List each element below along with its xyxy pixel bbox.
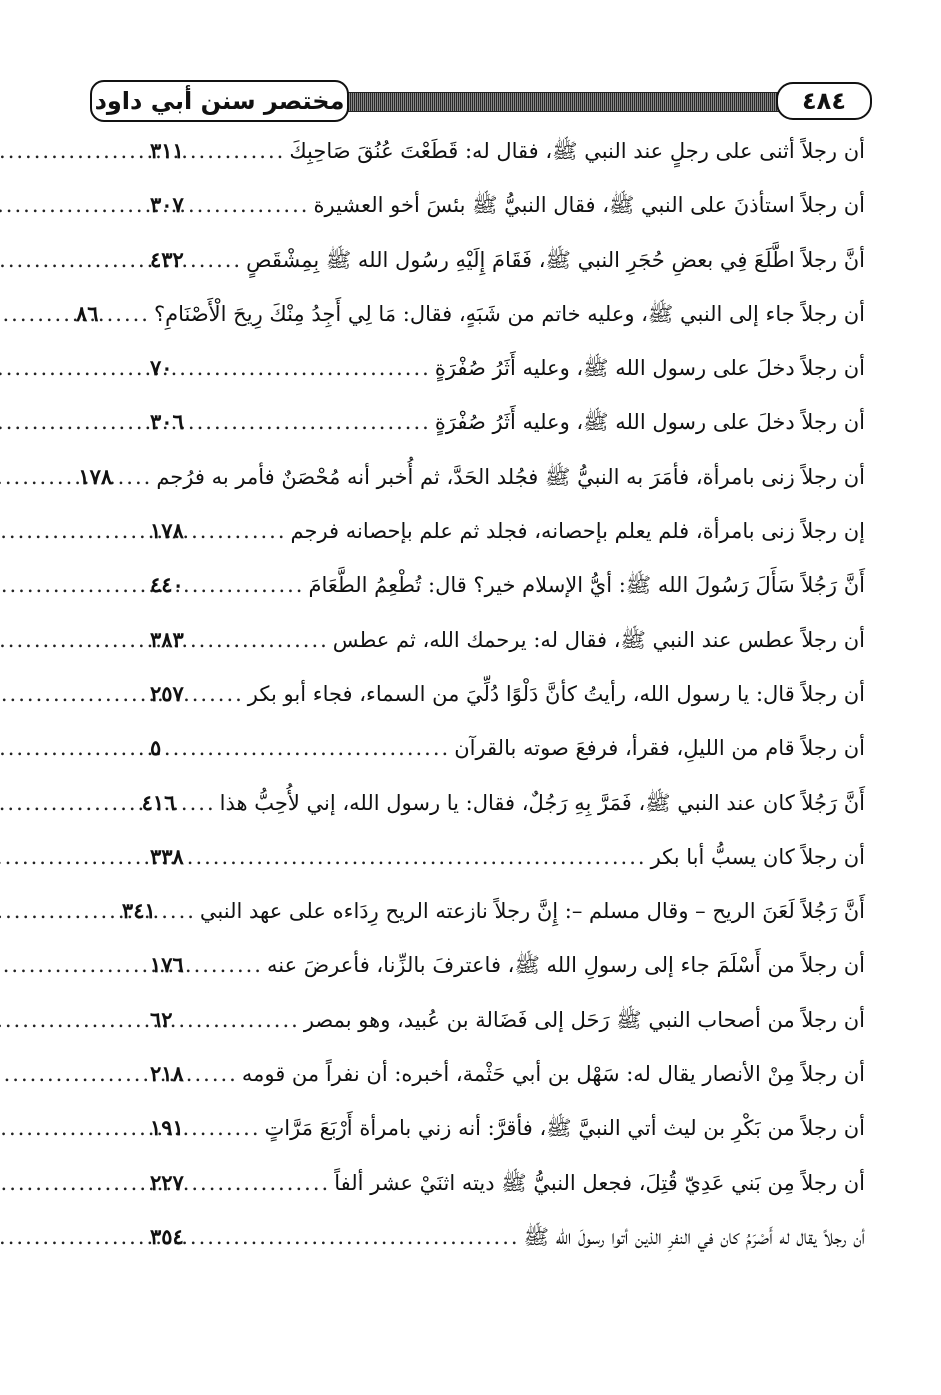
entry-page-number: ١٩١	[150, 1115, 184, 1141]
entry-page-number: ١٧٦	[150, 952, 184, 978]
entry-text: أن رجلاً مِنْ الأنصار يقال له: سَهْل بن أبي حَثْمة، أخبره: أن نفراً من قومه	[241, 1062, 865, 1087]
leader-dots	[204, 938, 263, 992]
entry-page-number: ٣٨٣	[150, 626, 184, 652]
entry-text: أن رجلاً أثنى على رجلٍ عند النبي ﷺ، فقال له: قَطَعْتَ عُنُقَ صَاحِبِكَ	[289, 139, 865, 163]
index-entry	[150, 938, 865, 992]
leader-dots	[204, 1156, 330, 1210]
index-entry	[150, 178, 865, 232]
leader-dots	[204, 395, 431, 449]
index-entry	[150, 1047, 865, 1101]
entry-page-number: ٣٣٨	[150, 843, 184, 869]
entry-text: أن رجلاً يقال له أَصْرَمُ كان في النفرِ الذين أتوا رسولَ الله ﷺ	[523, 1224, 865, 1249]
leader-dots	[204, 504, 287, 558]
leader-dots	[196, 776, 216, 830]
index-entry	[150, 993, 865, 1047]
leader-dots	[204, 721, 450, 775]
index-entry	[150, 504, 865, 558]
index-entry	[121, 884, 865, 938]
book-title-frame	[90, 80, 349, 122]
entry-page-number: ٤١٦	[141, 789, 176, 815]
leader-dots	[204, 233, 242, 287]
index-entry	[78, 450, 865, 504]
entry-page-number: ٣٥٤	[150, 1223, 184, 1249]
index-entry	[150, 1101, 865, 1155]
index-entry	[150, 558, 865, 612]
leader-dots	[204, 558, 304, 612]
entry-text: أن رجلاً دخلَ على رسول الله ﷺ، وعليه أَثَرُ صُفْرَةٍ	[434, 356, 865, 381]
entry-page-number: ٣٠٧	[150, 192, 184, 218]
entry-text: أن رجلاً قال: يا رسول الله، رأيتُ كأنَّ دَلْوًا دُلِّيَ من السماء، فجاء أبو بكر	[247, 681, 865, 706]
index-entries-list	[75, 124, 865, 1264]
index-entry	[150, 233, 865, 287]
entry-text: أن رجلاً عطس عند النبي ﷺ، فقال له: يرحمك الله، ثم عطس	[332, 627, 865, 652]
entry-page-number: ١٧٨	[78, 463, 113, 489]
index-entry	[150, 341, 865, 395]
entry-page-number: ٤٤٠	[150, 572, 184, 598]
entry-text: أن رجلاً زنى بامرأة، فأمَرَ به النبيُّ ﷺ فجُلد الحَدَّ، ثم أُخبر أنه مُحْصَنٌ فأمر به فرُجم	[156, 464, 865, 489]
leader-dots	[204, 613, 329, 667]
index-entry	[150, 721, 865, 775]
entry-text: أَنَّ رَجُلاً كان عند النبي ﷺ، فَمَرَّ بِهِ رَجُلٌ، فقال: يا رسول الله، إني لأُحِبُّ هذا	[219, 790, 865, 815]
leader-dots	[176, 884, 196, 938]
entry-text: أنَّ رجلاً اطَّلَعَ فِي بعضِ حُجَرِ النبي ﷺ، فَقَامَ إِلَيْهِ رسُول الله ﷺ بِمِشْقَصٍ	[246, 247, 865, 272]
header-ornament-band	[340, 92, 780, 112]
leader-dots	[204, 178, 309, 232]
entry-page-number: ٣١١	[150, 138, 184, 163]
entry-text: أن رجلاً استأذنَ على النبي ﷺ، فقال النبيُّ ﷺ بئسَ أخو العشيرة	[313, 193, 865, 218]
entry-page-number: ٦٢	[150, 1006, 173, 1032]
index-entry	[150, 613, 865, 667]
leader-dots	[204, 1047, 238, 1101]
entry-text: أن رجلاً جاء إلى النبي ﷺ، وعليه خاتم من شَبَهٍ، فقال: مَا لِي أَجِدُ مِنْكَ رِيحَ الْأَصْنَامِ؟	[153, 301, 865, 326]
entry-text: أن رجلاً قام من الليلِ، فقرأ، فرفعَ صوته بالقرآن	[454, 736, 865, 761]
page-number: ٤٨٤	[802, 87, 846, 115]
entry-text: أن رجلاً من أَسْلَمَ جاء إلى رسولِ الله ﷺ، فاعترفَ بالزِّنا، فأعرضَ عنه	[266, 953, 865, 978]
entry-text: أن رجلاً كان يسبُّ أبا بكر	[650, 844, 865, 869]
entry-page-number: ٢٢٧	[150, 1169, 184, 1195]
leader-dots	[204, 993, 300, 1047]
index-entry	[150, 1156, 865, 1210]
leader-dots	[204, 1210, 520, 1264]
index-entry	[75, 287, 865, 341]
entry-page-number: ٧٠	[150, 355, 173, 381]
index-entry	[150, 667, 865, 721]
leader-dots	[204, 341, 431, 395]
entry-text: أن رجلاً من بَكْرِ بن ليث أتي النبيَّ ﷺ، فأقرَّ: أنه زني بامرأة أَرْبَعَ مَرَّاتٍ	[264, 1116, 865, 1141]
index-entry	[150, 830, 865, 884]
leader-dots	[204, 667, 244, 721]
entry-text: أن رجلاً مِن بَني عَدِيّ قُتِلَ، فجعل النبيُّ ﷺ ديته اثنَيْ عشر ألفاً	[334, 1170, 865, 1195]
index-entry	[150, 124, 865, 178]
book-title: مختصر سنن أبي داود	[94, 87, 345, 115]
entry-page-number: ٣٠٦	[150, 409, 184, 435]
entry-page-number: ٣٤١	[121, 898, 156, 924]
index-entry	[150, 395, 865, 449]
entry-text: أن رجلاً دخلَ على رسول الله ﷺ، وعليه أَثَرُ صُفْرَةٍ	[434, 410, 865, 435]
entry-page-number: ٨٦	[75, 300, 99, 326]
index-entry	[150, 1210, 865, 1264]
entry-page-number: ٤٣٢	[150, 246, 184, 272]
entry-text: إن رجلاً زنى بامرأة، فلم يعلم بإحصانه، فجلد ثم علم بإحصانه فرجم	[290, 519, 865, 544]
entry-page-number: ١٧٨	[150, 518, 184, 544]
entry-page-number: ٢١٨	[150, 1061, 184, 1087]
entry-page-number: ٥	[150, 735, 162, 761]
leader-dots	[204, 124, 285, 178]
index-entry	[141, 776, 865, 830]
leader-dots	[132, 450, 152, 504]
entry-page-number: ٢٥٧	[150, 680, 184, 706]
entry-text: أَنَّ رَجُلاً سَأَلَ رَسُولَ الله ﷺ: أيُّ الإسلام خير؟ قال: تُطْعِمُ الطَّعَامَ	[308, 573, 865, 598]
page-number-frame	[776, 82, 872, 120]
page-header	[90, 80, 880, 122]
leader-dots	[130, 287, 150, 341]
leader-dots	[204, 1101, 261, 1155]
leader-dots	[204, 830, 647, 884]
entry-text: أن رجلاً من أصحاب النبي ﷺ رَحَل إلى فَضَالة بن عُبيد، وهو بمصر	[303, 1007, 865, 1032]
entry-text: أَنَّ رَجُلاً لَعَنَ الريح – وقال مسلم –: إِنَّ رجلاً نازعته الريح رِدَاءه على عهد النبي	[199, 899, 865, 924]
